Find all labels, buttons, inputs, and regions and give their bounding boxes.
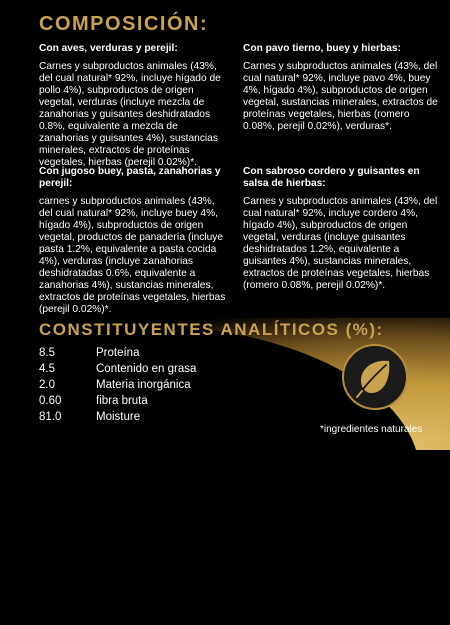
leaf-icon xyxy=(344,346,406,408)
composition-item-aves xyxy=(39,43,229,169)
analytical-label: Moisture xyxy=(96,411,141,423)
analytical-value: 4.5 xyxy=(39,363,55,375)
analytical-row-moisture xyxy=(39,409,196,425)
analytical-row-fibre xyxy=(39,393,196,409)
analytical-value: 81.0 xyxy=(39,411,62,423)
analytical-label: Materia inorgánica xyxy=(96,379,191,391)
composition-item-body: carnes y subproductos animales (43%, del cual natural* 92%, incluye buey 4%, hígado 4%), subproductos de origen vegetal, productos de panadería (incluye pasta 1.2%, equivalente a pasta cocida 4%), verduras (incluye zanahorias deshidratadas 0.6%, equivalente a zanahorias 4%), sustancias minerales, extractos de proteínas vegetales, hierbas (perejil 0.02%)*. xyxy=(39,196,226,315)
analytical-row-ash xyxy=(39,377,196,393)
analytical-label: Proteína xyxy=(96,347,140,359)
composition-item-title: Con jugoso buey, pasta, zanahorias y perejil: xyxy=(39,166,221,189)
composition-item-buey xyxy=(39,166,229,316)
composition-title: COMPOSICIÓN: xyxy=(39,13,209,35)
analytical-value: 2.0 xyxy=(39,379,55,391)
footnote: *ingredientes naturales xyxy=(320,424,423,435)
composition-item-title: Con aves, verduras y perejil: xyxy=(39,43,178,54)
analytical-label: Contenido en grasa xyxy=(96,363,197,375)
composition-item-title: Con sabroso cordero y guisantes en salsa de hierbas: xyxy=(243,166,420,189)
natural-ingredients-emblem xyxy=(342,344,408,410)
composition-item-title: Con pavo tierno, buey y hierbas: xyxy=(243,43,401,54)
composition-item-pavo xyxy=(243,43,438,133)
analytical-row-fat xyxy=(39,361,196,377)
analytical-value: 0.60 xyxy=(39,395,62,407)
analytical-label: fibra bruta xyxy=(96,395,148,407)
analytical-title: CONSTITUYENTES ANALÍTICOS (%): xyxy=(39,320,384,339)
composition-item-body: Carnes y subproductos animales (43%, del cual natural* 92%, incluye cordero 4%, hígado 4%), subproductos de origen vegetal, verduras (incluye guisantes deshidratados 1.2%, equivalente a guisantes 4%), sustancias minerales, extractos de proteínas vegetales, hierbas (romero 0.08%, perejil 0.02%)*. xyxy=(243,196,438,291)
analytical-list xyxy=(39,345,196,425)
composition-item-body: Carnes y subproductos animales (43%, del cual natural* 92%, incluye hígado de pollo 4%), subproductos de origen vegetal, verduras (incluye mezcla de zanahorias y guisantes deshidratados 0.8%, equivalente a mezcla de zanahorias y guisantes 4%), sustancias minerales, extractos de proteínas vegetales, hierbas (perejil 0.02%)*. xyxy=(39,61,221,168)
analytical-row-protein xyxy=(39,345,196,361)
composition-item-body: Carnes y subproductos animales (43%, del cual natural* 92%, incluye pavo 4%, buey 4%, hígado 4%), subproductos de origen vegetal, sustancias minerales, extractos de proteínas vegetales, hierbas (romero 0.08%, perejil 0.02%), verduras*. xyxy=(243,61,438,132)
analytical-value: 8.5 xyxy=(39,347,55,359)
composition-item-cordero xyxy=(243,166,438,292)
